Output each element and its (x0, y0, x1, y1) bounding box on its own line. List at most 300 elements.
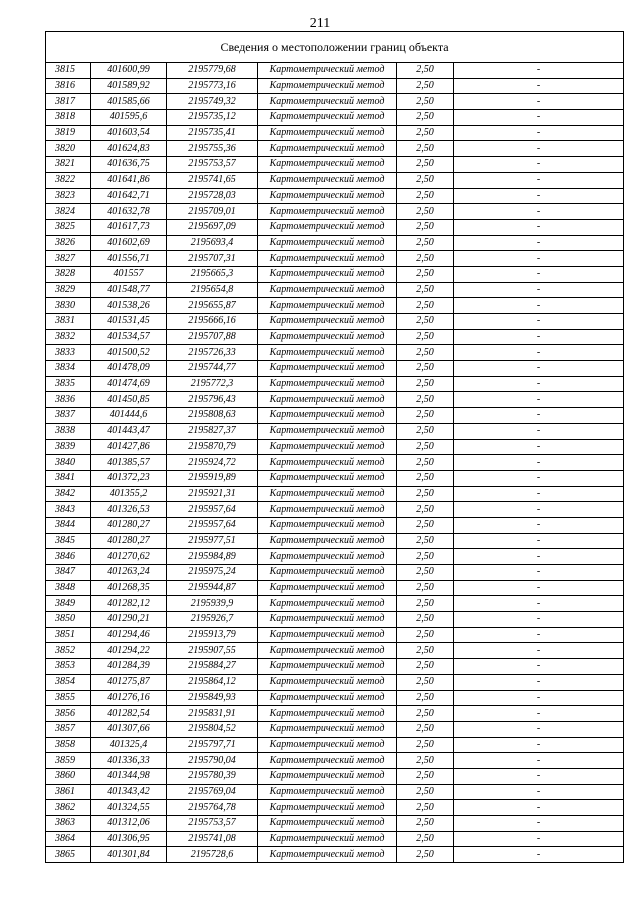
note-cell: - (454, 549, 624, 565)
table-row (46, 502, 624, 518)
point-number-cell: 3860 (46, 768, 91, 784)
x-coordinate-cell: 401478,09 (91, 361, 167, 377)
table-row (46, 517, 624, 533)
note-cell: - (454, 643, 624, 659)
y-coordinate-cell: 2195977,51 (167, 533, 258, 549)
table-row (46, 706, 624, 722)
y-coordinate-cell: 2195975,24 (167, 565, 258, 581)
x-coordinate-cell: 401642,71 (91, 188, 167, 204)
table-row (46, 831, 624, 847)
y-coordinate-cell: 2195944,87 (167, 580, 258, 596)
accuracy-cell: 2,50 (397, 470, 454, 486)
y-coordinate-cell: 2195913,79 (167, 627, 258, 643)
y-coordinate-cell: 2195726,33 (167, 345, 258, 361)
point-number-cell: 3837 (46, 408, 91, 424)
point-number-cell: 3857 (46, 721, 91, 737)
accuracy-cell: 2,50 (397, 219, 454, 235)
point-number-cell: 3821 (46, 157, 91, 173)
table-row (46, 188, 624, 204)
x-coordinate-cell: 401301,84 (91, 847, 167, 863)
y-coordinate-cell: 2195804,52 (167, 721, 258, 737)
point-number-cell: 3854 (46, 674, 91, 690)
point-number-cell: 3823 (46, 188, 91, 204)
table-row (46, 659, 624, 675)
accuracy-cell: 2,50 (397, 831, 454, 847)
accuracy-cell: 2,50 (397, 784, 454, 800)
note-cell: - (454, 63, 624, 79)
table-row (46, 376, 624, 392)
point-number-cell: 3853 (46, 659, 91, 675)
accuracy-cell: 2,50 (397, 643, 454, 659)
table-row (46, 125, 624, 141)
x-coordinate-cell: 401282,54 (91, 706, 167, 722)
point-number-cell: 3850 (46, 612, 91, 628)
x-coordinate-cell: 401282,12 (91, 596, 167, 612)
point-number-cell: 3822 (46, 172, 91, 188)
accuracy-cell: 2,50 (397, 768, 454, 784)
table-row (46, 674, 624, 690)
note-cell: - (454, 110, 624, 126)
method-cell: Картометрический метод (258, 110, 397, 126)
method-cell: Картометрический метод (258, 361, 397, 377)
accuracy-cell: 2,50 (397, 376, 454, 392)
x-coordinate-cell: 401268,35 (91, 580, 167, 596)
y-coordinate-cell: 2195849,93 (167, 690, 258, 706)
point-number-cell: 3838 (46, 423, 91, 439)
method-cell: Картометрический метод (258, 612, 397, 628)
x-coordinate-cell: 401336,33 (91, 753, 167, 769)
note-cell: - (454, 172, 624, 188)
y-coordinate-cell: 2195790,04 (167, 753, 258, 769)
y-coordinate-cell: 2195709,01 (167, 204, 258, 220)
accuracy-cell: 2,50 (397, 549, 454, 565)
note-cell: - (454, 157, 624, 173)
x-coordinate-cell: 401641,86 (91, 172, 167, 188)
table-row (46, 549, 624, 565)
x-coordinate-cell: 401294,46 (91, 627, 167, 643)
point-number-cell: 3855 (46, 690, 91, 706)
point-number-cell: 3839 (46, 439, 91, 455)
y-coordinate-cell: 2195926,7 (167, 612, 258, 628)
table-row (46, 565, 624, 581)
table-body (46, 63, 624, 863)
accuracy-cell: 2,50 (397, 188, 454, 204)
method-cell: Картометрический метод (258, 408, 397, 424)
method-cell: Картометрический метод (258, 423, 397, 439)
y-coordinate-cell: 2195870,79 (167, 439, 258, 455)
method-cell: Картометрический метод (258, 219, 397, 235)
method-cell: Картометрический метод (258, 486, 397, 502)
table-row (46, 408, 624, 424)
method-cell: Картометрический метод (258, 753, 397, 769)
accuracy-cell: 2,50 (397, 596, 454, 612)
method-cell: Картометрический метод (258, 737, 397, 753)
x-coordinate-cell: 401270,62 (91, 549, 167, 565)
y-coordinate-cell: 2195707,31 (167, 251, 258, 267)
point-number-cell: 3851 (46, 627, 91, 643)
point-number-cell: 3828 (46, 266, 91, 282)
x-coordinate-cell: 401280,27 (91, 517, 167, 533)
accuracy-cell: 2,50 (397, 721, 454, 737)
point-number-cell: 3831 (46, 314, 91, 330)
y-coordinate-cell: 2195728,6 (167, 847, 258, 863)
table-row (46, 690, 624, 706)
method-cell: Картометрический метод (258, 455, 397, 471)
point-number-cell: 3849 (46, 596, 91, 612)
method-cell: Картометрический метод (258, 298, 397, 314)
note-cell: - (454, 141, 624, 157)
table-row (46, 439, 624, 455)
method-cell: Картометрический метод (258, 674, 397, 690)
accuracy-cell: 2,50 (397, 674, 454, 690)
method-cell: Картометрический метод (258, 345, 397, 361)
x-coordinate-cell: 401284,39 (91, 659, 167, 675)
method-cell: Картометрический метод (258, 188, 397, 204)
note-cell: - (454, 392, 624, 408)
note-cell: - (454, 800, 624, 816)
method-cell: Картометрический метод (258, 690, 397, 706)
table-row (46, 157, 624, 173)
method-cell: Картометрический метод (258, 706, 397, 722)
note-cell: - (454, 816, 624, 832)
x-coordinate-cell: 401602,69 (91, 235, 167, 251)
note-cell: - (454, 376, 624, 392)
note-cell: - (454, 219, 624, 235)
accuracy-cell: 2,50 (397, 329, 454, 345)
accuracy-cell: 2,50 (397, 659, 454, 675)
table-row (46, 721, 624, 737)
method-cell: Картометрический метод (258, 266, 397, 282)
x-coordinate-cell: 401372,23 (91, 470, 167, 486)
method-cell: Картометрический метод (258, 627, 397, 643)
y-coordinate-cell: 2195779,68 (167, 63, 258, 79)
table-row (46, 329, 624, 345)
point-number-cell: 3858 (46, 737, 91, 753)
accuracy-cell: 2,50 (397, 78, 454, 94)
y-coordinate-cell: 2195864,12 (167, 674, 258, 690)
table-row (46, 361, 624, 377)
method-cell: Картометрический метод (258, 251, 397, 267)
table-row (46, 768, 624, 784)
method-cell: Картометрический метод (258, 517, 397, 533)
point-number-cell: 3829 (46, 282, 91, 298)
y-coordinate-cell: 2195697,09 (167, 219, 258, 235)
accuracy-cell: 2,50 (397, 502, 454, 518)
method-cell: Картометрический метод (258, 329, 397, 345)
y-coordinate-cell: 2195924,72 (167, 455, 258, 471)
accuracy-cell: 2,50 (397, 753, 454, 769)
y-coordinate-cell: 2195755,36 (167, 141, 258, 157)
table-row (46, 282, 624, 298)
x-coordinate-cell: 401450,85 (91, 392, 167, 408)
method-cell: Картометрический метод (258, 784, 397, 800)
table-title: Сведения о местоположении границ объекта (46, 32, 624, 63)
note-cell: - (454, 486, 624, 502)
note-cell: - (454, 659, 624, 675)
x-coordinate-cell: 401306,95 (91, 831, 167, 847)
method-cell: Картометрический метод (258, 831, 397, 847)
note-cell: - (454, 690, 624, 706)
method-cell: Картометрический метод (258, 392, 397, 408)
note-cell: - (454, 94, 624, 110)
x-coordinate-cell: 401325,4 (91, 737, 167, 753)
x-coordinate-cell: 401444,6 (91, 408, 167, 424)
method-cell: Картометрический метод (258, 502, 397, 518)
x-coordinate-cell: 401344,98 (91, 768, 167, 784)
table-row (46, 314, 624, 330)
note-cell: - (454, 188, 624, 204)
accuracy-cell: 2,50 (397, 533, 454, 549)
note-cell: - (454, 298, 624, 314)
accuracy-cell: 2,50 (397, 266, 454, 282)
accuracy-cell: 2,50 (397, 408, 454, 424)
accuracy-cell: 2,50 (397, 345, 454, 361)
y-coordinate-cell: 2195735,12 (167, 110, 258, 126)
accuracy-cell: 2,50 (397, 282, 454, 298)
method-cell: Картометрический метод (258, 596, 397, 612)
table-row (46, 486, 624, 502)
point-number-cell: 3846 (46, 549, 91, 565)
y-coordinate-cell: 2195753,57 (167, 816, 258, 832)
point-number-cell: 3820 (46, 141, 91, 157)
note-cell: - (454, 235, 624, 251)
accuracy-cell: 2,50 (397, 63, 454, 79)
note-cell: - (454, 314, 624, 330)
y-coordinate-cell: 2195753,57 (167, 157, 258, 173)
table-row (46, 94, 624, 110)
method-cell: Картометрический метод (258, 376, 397, 392)
point-number-cell: 3843 (46, 502, 91, 518)
note-cell: - (454, 345, 624, 361)
x-coordinate-cell: 401500,52 (91, 345, 167, 361)
method-cell: Картометрический метод (258, 314, 397, 330)
note-cell: - (454, 361, 624, 377)
y-coordinate-cell: 2195741,65 (167, 172, 258, 188)
note-cell: - (454, 847, 624, 863)
point-number-cell: 3859 (46, 753, 91, 769)
accuracy-cell: 2,50 (397, 361, 454, 377)
x-coordinate-cell: 401276,16 (91, 690, 167, 706)
y-coordinate-cell: 2195707,88 (167, 329, 258, 345)
x-coordinate-cell: 401275,87 (91, 674, 167, 690)
method-cell: Картометрический метод (258, 439, 397, 455)
note-cell: - (454, 533, 624, 549)
note-cell: - (454, 706, 624, 722)
method-cell: Картометрический метод (258, 549, 397, 565)
x-coordinate-cell: 401636,75 (91, 157, 167, 173)
note-cell: - (454, 580, 624, 596)
accuracy-cell: 2,50 (397, 125, 454, 141)
x-coordinate-cell: 401355,2 (91, 486, 167, 502)
accuracy-cell: 2,50 (397, 800, 454, 816)
table-row (46, 251, 624, 267)
y-coordinate-cell: 2195744,77 (167, 361, 258, 377)
accuracy-cell: 2,50 (397, 204, 454, 220)
point-number-cell: 3844 (46, 517, 91, 533)
accuracy-cell: 2,50 (397, 816, 454, 832)
y-coordinate-cell: 2195728,03 (167, 188, 258, 204)
x-coordinate-cell: 401307,66 (91, 721, 167, 737)
point-number-cell: 3827 (46, 251, 91, 267)
accuracy-cell: 2,50 (397, 141, 454, 157)
accuracy-cell: 2,50 (397, 423, 454, 439)
table-row (46, 298, 624, 314)
note-cell: - (454, 282, 624, 298)
method-cell: Картометрический метод (258, 470, 397, 486)
accuracy-cell: 2,50 (397, 110, 454, 126)
accuracy-cell: 2,50 (397, 627, 454, 643)
table-row (46, 596, 624, 612)
method-cell: Картометрический метод (258, 847, 397, 863)
y-coordinate-cell: 2195741,08 (167, 831, 258, 847)
y-coordinate-cell: 2195735,41 (167, 125, 258, 141)
method-cell: Картометрический метод (258, 78, 397, 94)
note-cell: - (454, 125, 624, 141)
y-coordinate-cell: 2195769,04 (167, 784, 258, 800)
x-coordinate-cell: 401324,55 (91, 800, 167, 816)
y-coordinate-cell: 2195666,16 (167, 314, 258, 330)
note-cell: - (454, 408, 624, 424)
y-coordinate-cell: 2195780,39 (167, 768, 258, 784)
point-number-cell: 3852 (46, 643, 91, 659)
point-number-cell: 3834 (46, 361, 91, 377)
y-coordinate-cell: 2195921,31 (167, 486, 258, 502)
x-coordinate-cell: 401589,92 (91, 78, 167, 94)
y-coordinate-cell: 2195749,32 (167, 94, 258, 110)
table-row (46, 533, 624, 549)
note-cell: - (454, 455, 624, 471)
y-coordinate-cell: 2195831,91 (167, 706, 258, 722)
method-cell: Картометрический метод (258, 643, 397, 659)
accuracy-cell: 2,50 (397, 517, 454, 533)
point-number-cell: 3815 (46, 63, 91, 79)
x-coordinate-cell: 401343,42 (91, 784, 167, 800)
table-row (46, 266, 624, 282)
x-coordinate-cell: 401280,27 (91, 533, 167, 549)
y-coordinate-cell: 2195796,43 (167, 392, 258, 408)
table-row (46, 800, 624, 816)
method-cell: Картометрический метод (258, 580, 397, 596)
point-number-cell: 3819 (46, 125, 91, 141)
accuracy-cell: 2,50 (397, 847, 454, 863)
method-cell: Картометрический метод (258, 157, 397, 173)
x-coordinate-cell: 401617,73 (91, 219, 167, 235)
note-cell: - (454, 737, 624, 753)
x-coordinate-cell: 401531,45 (91, 314, 167, 330)
accuracy-cell: 2,50 (397, 314, 454, 330)
x-coordinate-cell: 401534,57 (91, 329, 167, 345)
note-cell: - (454, 266, 624, 282)
x-coordinate-cell: 401294,22 (91, 643, 167, 659)
point-number-cell: 3826 (46, 235, 91, 251)
point-number-cell: 3840 (46, 455, 91, 471)
point-number-cell: 3856 (46, 706, 91, 722)
note-cell: - (454, 721, 624, 737)
table-row (46, 63, 624, 79)
x-coordinate-cell: 401474,69 (91, 376, 167, 392)
table-row (46, 470, 624, 486)
method-cell: Картометрический метод (258, 172, 397, 188)
note-cell: - (454, 204, 624, 220)
note-cell: - (454, 768, 624, 784)
table-row (46, 141, 624, 157)
x-coordinate-cell: 401312,06 (91, 816, 167, 832)
table-row (46, 737, 624, 753)
note-cell: - (454, 753, 624, 769)
y-coordinate-cell: 2195654,8 (167, 282, 258, 298)
point-number-cell: 3817 (46, 94, 91, 110)
point-number-cell: 3824 (46, 204, 91, 220)
point-number-cell: 3865 (46, 847, 91, 863)
accuracy-cell: 2,50 (397, 455, 454, 471)
accuracy-cell: 2,50 (397, 392, 454, 408)
note-cell: - (454, 565, 624, 581)
accuracy-cell: 2,50 (397, 251, 454, 267)
x-coordinate-cell: 401557 (91, 266, 167, 282)
table-row (46, 580, 624, 596)
table-row (46, 627, 624, 643)
method-cell: Картометрический метод (258, 204, 397, 220)
point-number-cell: 3830 (46, 298, 91, 314)
table-row (46, 784, 624, 800)
x-coordinate-cell: 401427,86 (91, 439, 167, 455)
y-coordinate-cell: 2195827,37 (167, 423, 258, 439)
accuracy-cell: 2,50 (397, 612, 454, 628)
method-cell: Картометрический метод (258, 141, 397, 157)
note-cell: - (454, 470, 624, 486)
x-coordinate-cell: 401556,71 (91, 251, 167, 267)
method-cell: Картометрический метод (258, 533, 397, 549)
table-row (46, 78, 624, 94)
point-number-cell: 3832 (46, 329, 91, 345)
point-number-cell: 3835 (46, 376, 91, 392)
table-row (46, 235, 624, 251)
method-cell: Картометрический метод (258, 282, 397, 298)
point-number-cell: 3818 (46, 110, 91, 126)
method-cell: Картометрический метод (258, 125, 397, 141)
point-number-cell: 3862 (46, 800, 91, 816)
note-cell: - (454, 627, 624, 643)
method-cell: Картометрический метод (258, 235, 397, 251)
x-coordinate-cell: 401624,83 (91, 141, 167, 157)
y-coordinate-cell: 2195939,9 (167, 596, 258, 612)
x-coordinate-cell: 401263,24 (91, 565, 167, 581)
point-number-cell: 3842 (46, 486, 91, 502)
point-number-cell: 3864 (46, 831, 91, 847)
method-cell: Картометрический метод (258, 768, 397, 784)
y-coordinate-cell: 2195957,64 (167, 502, 258, 518)
accuracy-cell: 2,50 (397, 298, 454, 314)
table-row (46, 345, 624, 361)
note-cell: - (454, 517, 624, 533)
table-row (46, 816, 624, 832)
note-cell: - (454, 439, 624, 455)
x-coordinate-cell: 401595,6 (91, 110, 167, 126)
note-cell: - (454, 251, 624, 267)
point-number-cell: 3848 (46, 580, 91, 596)
table-row (46, 753, 624, 769)
x-coordinate-cell: 401603,54 (91, 125, 167, 141)
accuracy-cell: 2,50 (397, 94, 454, 110)
note-cell: - (454, 612, 624, 628)
y-coordinate-cell: 2195773,16 (167, 78, 258, 94)
y-coordinate-cell: 2195984,89 (167, 549, 258, 565)
x-coordinate-cell: 401326,53 (91, 502, 167, 518)
y-coordinate-cell: 2195655,87 (167, 298, 258, 314)
accuracy-cell: 2,50 (397, 706, 454, 722)
point-number-cell: 3863 (46, 816, 91, 832)
accuracy-cell: 2,50 (397, 737, 454, 753)
